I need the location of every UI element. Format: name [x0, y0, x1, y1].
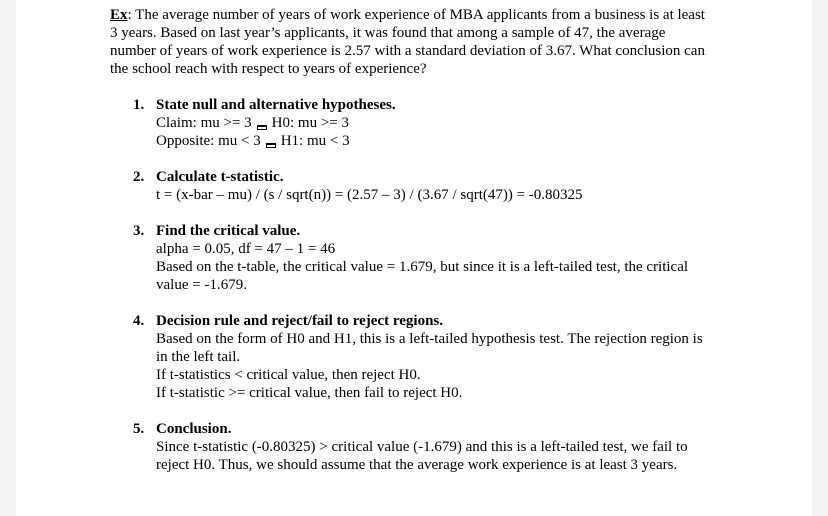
- step-number: 1.: [133, 97, 145, 113]
- solution-steps: [110, 96, 720, 474]
- step-number: 4.: [133, 313, 145, 329]
- rejection-region-text: Based on the form of H0 and H1, this is a left-tailed hypothesis test. The rejection region is in the left tail.: [156, 331, 703, 365]
- null-hypothesis: H0: mu >= 3: [271, 115, 350, 131]
- step-title: Find the critical value.: [156, 223, 301, 239]
- step-number: 5.: [133, 421, 145, 437]
- implies-arrow-icon: [257, 125, 267, 130]
- step-conclusion: [110, 420, 711, 474]
- step-title: Calculate t-statistic.: [156, 169, 284, 185]
- opposite-text: Opposite: mu < 3: [156, 133, 261, 149]
- document-content: [110, 6, 720, 492]
- step-title: State null and alternative hypotheses.: [156, 97, 396, 113]
- opposite-line: [156, 132, 711, 150]
- intro-text: : The average number of years of work experience of MBA applicants from a business is at least 3 years. Based on last year’s applicants, it was found that among a sample of 47, the average number of years of work experience is 2.57 with a standard deviation of 3.67. What conclusion can the school reach with respect to years of experience?: [110, 7, 705, 77]
- alternative-hypothesis: H1: mu < 3: [280, 133, 350, 149]
- step-title: Decision rule and reject/fail to reject regions.: [156, 313, 444, 329]
- claim-line: [156, 114, 711, 132]
- claim-text: Claim: mu >= 3: [156, 115, 252, 131]
- intro-paragraph: [110, 6, 710, 78]
- example-label: Ex: [110, 7, 128, 23]
- implies-arrow-icon: [266, 143, 276, 148]
- critical-value-text: Based on the t-table, the critical value = 1.679, but since it is a left-tailed test, the critical value = -1.679.: [156, 259, 689, 293]
- step-critical-value: [110, 222, 711, 294]
- alpha-df-line: alpha = 0.05, df = 47 – 1 = 46: [156, 241, 336, 257]
- reject-rule: If t-statistics < critical value, then reject H0.: [156, 367, 421, 383]
- step-decision-rule: [110, 312, 711, 402]
- step-number: 3.: [133, 223, 145, 239]
- step-t-statistic: [110, 168, 711, 204]
- step-hypotheses: [110, 96, 711, 150]
- fail-to-reject-rule: If t-statistic >= critical value, then fail to reject H0.: [156, 385, 463, 401]
- step-number: 2.: [133, 169, 145, 185]
- conclusion-text: Since t-statistic (-0.80325) > critical value (-1.679) and this is a left-tailed test, we fail to reject H0. Thus, we should assume that the average work experience is at least 3 years.: [156, 439, 688, 473]
- step-title: Conclusion.: [156, 421, 232, 437]
- t-statistic-formula: t = (x-bar – mu) / (s / sqrt(n)) = (2.57 – 3) / (3.67 / sqrt(47)) = -0.80325: [156, 187, 583, 203]
- document-page: [16, 0, 812, 516]
